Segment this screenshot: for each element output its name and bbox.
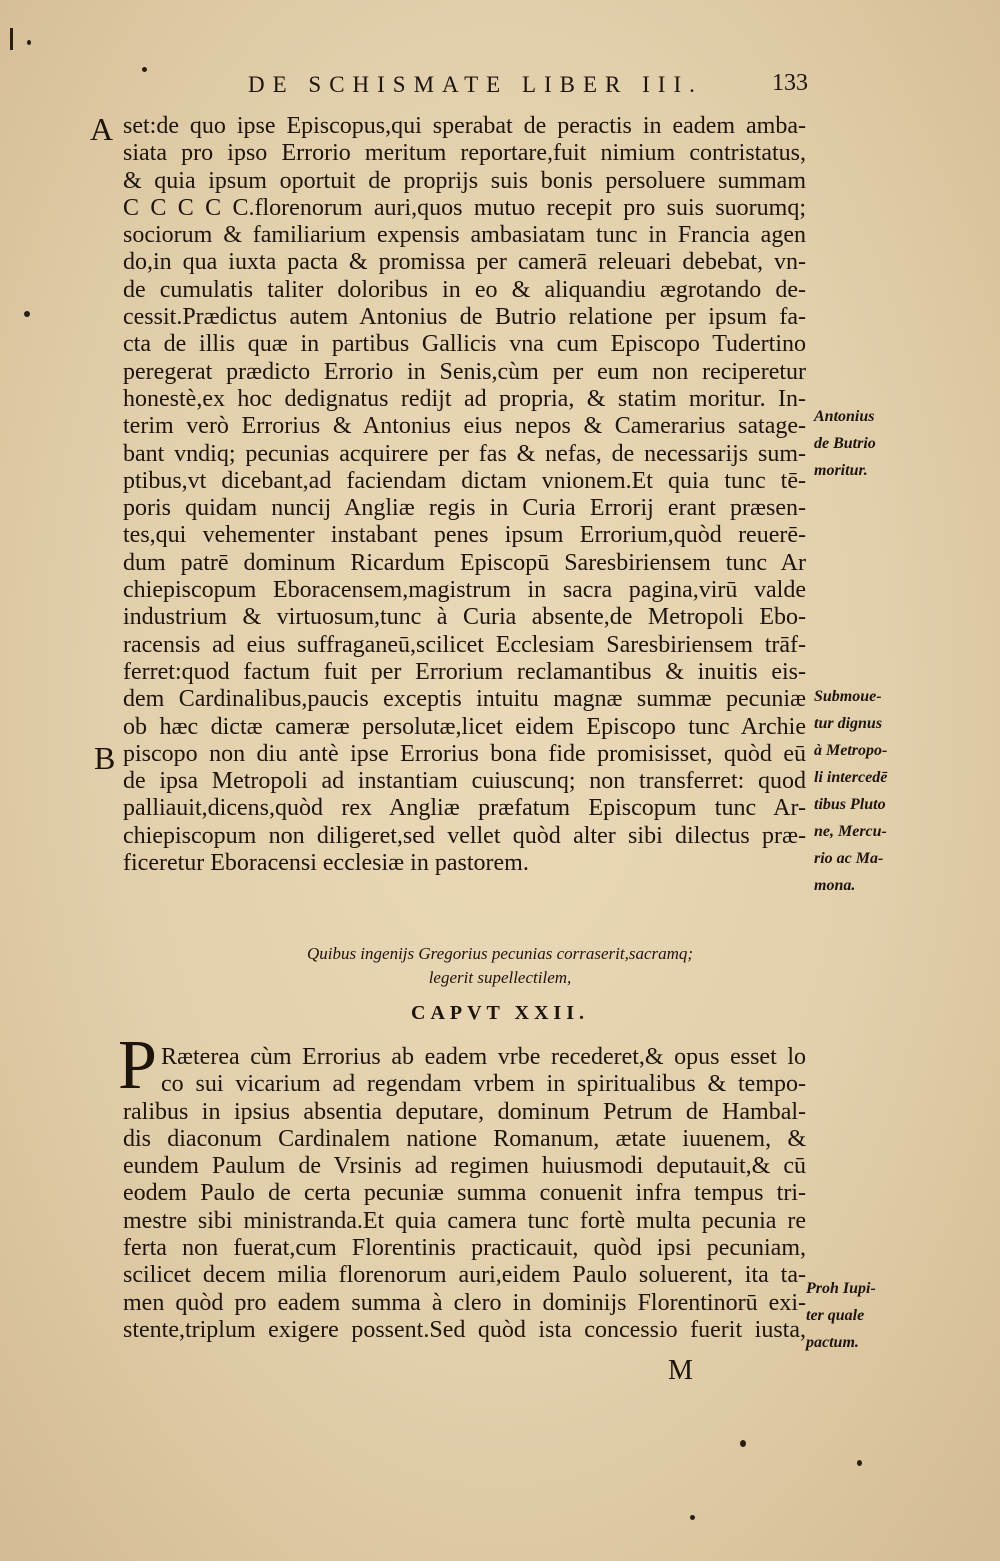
chapter-summary-line-2: legerit supellectilem,	[428, 968, 572, 987]
marginal-line: Submoue-	[814, 688, 882, 705]
body-paragraph	[123, 113, 806, 877]
ink-speck	[690, 1515, 695, 1520]
text-line: co sui vicarium ad regendam vrbem in spiritualibus & tempo-	[161, 1071, 806, 1098]
text-line: ob hæc dictæ cameræ persolutæ,licet eidem Episcopo tunc Archie	[123, 713, 806, 740]
text-line: chiepiscopum Eboracensem,magistrum in sacra pagina,virū valde	[123, 577, 806, 604]
text-line: mestre sibi ministranda.Et quia camera tunc fortè multa pecunia re	[123, 1207, 806, 1234]
margin-letter-a: A	[90, 111, 114, 147]
marginal-note	[814, 683, 914, 899]
ink-speck	[24, 311, 30, 317]
marginal-line: ter quale	[806, 1307, 865, 1324]
text-line: palliauit,dicens,quòd rex Angliæ præfatum Episcopum tunc Ar-	[123, 795, 806, 822]
marginal-line: de Butrio	[814, 435, 876, 452]
text-line: Ræterea cùm Errorius ab eadem vrbe recederet,& opus esset lo	[161, 1044, 806, 1070]
text-line: sociorum & familiarium expensis ambasiatam tunc in Francia agen	[123, 222, 806, 249]
text-line: stente,triplum exigere possent.Sed quòd ista concessio fuerit iusta,	[123, 1316, 806, 1343]
text-line: siata pro ipso Errorio meritum reportare,fuit nimium contristatus,	[123, 140, 806, 167]
ink-speck	[857, 1460, 862, 1466]
marginal-line: li intercedē	[814, 769, 888, 786]
marginal-note	[806, 1275, 906, 1356]
ink-speck	[142, 67, 147, 72]
drop-cap: P	[118, 1027, 157, 1104]
text-line: peregerat prædicto Errorio in Senis,cùm per eum non reciperetur	[123, 358, 806, 385]
text-line: racensis ad eius suffraganeū,scilicet Ecclesiam Saresbiriensem trāf-	[123, 631, 806, 658]
text-line: dum patrē dominum Ricardum Episcopū Saresbiriensem tunc Ar	[123, 549, 806, 576]
text-line: & quia ipsum oportuit de proprijs suis bonis persoluere summam	[123, 167, 806, 194]
text-line: C C C C C.florenorum auri,quos mutuo recepit pro suis suorumq;	[123, 194, 806, 221]
chapter-summary-line-1: Quibus ingenijs Gregorius pecunias corraserit,sacramq;	[306, 944, 694, 963]
ink-speck	[10, 28, 13, 50]
text-line: honestè,ex hoc dedignatus redijt ad propria, & statim moritur. In-	[123, 385, 806, 412]
signature-mark: M	[668, 1355, 693, 1386]
text-line: cta de illis quæ in partibus Gallicis vna cum Episcopo Tudertino	[123, 331, 806, 358]
text-line: bant vndiq; pecunias acquirere per fas & nefas, de necessarijs sum-	[123, 440, 806, 467]
marginal-line: rio ac Ma-	[814, 850, 884, 867]
marginal-line: pactum.	[806, 1334, 859, 1351]
marginal-line: Proh Iupi-	[806, 1280, 876, 1297]
text-line: industrium & virtuosum,tunc à Curia absente,de Metropoli Ebo-	[123, 604, 806, 631]
text-line: ferret:quod factum fuit per Errorium reclamantibus & inuitis eis-	[123, 658, 806, 685]
text-line: do,in qua iuxta pacta & promissa per camerā releuari debebat, vn-	[123, 249, 806, 276]
marginal-line: à Metropo-	[814, 742, 888, 759]
text-line: men quòd pro eadem summa à clero in dominijs Florentinorū exi-	[123, 1289, 806, 1316]
body-paragraph	[123, 1044, 806, 1344]
chapter-number: CAPVT XXII.	[411, 1002, 589, 1024]
marginal-line: Antonius	[814, 408, 875, 425]
margin-letter-b: B	[94, 740, 116, 776]
text-line: terim verò Errorius & Antonius eius nepos & Camerarius satage-	[123, 413, 806, 440]
page-number: 133	[772, 70, 808, 96]
text-line: piscopo non diu antè ipse Errorius bona fide promisisset, quòd eū	[123, 740, 806, 767]
marginal-line: tibus Pluto	[814, 796, 886, 813]
marginal-note	[814, 403, 914, 484]
text-line: scilicet decem milia florenorum auri,eidem Paulo soluerent, ita ta-	[123, 1262, 806, 1289]
marginal-line: mona.	[814, 877, 856, 894]
text-line: ficeretur Eboracensi ecclesiæ in pastorem.	[123, 850, 529, 877]
ink-speck	[27, 40, 31, 45]
text-line: dis diaconum Cardinalem natione Romanum, ætate iuuenem, &	[123, 1125, 806, 1152]
text-line: set:de quo ipse Episcopus,qui sperabat de peractis in eadem amba-	[123, 113, 806, 139]
text-line: ralibus in ipsius absentia deputare, dominum Petrum de Hambal-	[123, 1098, 806, 1125]
text-line: poris quidam nuncij Angliæ regis in Curia Errorij erant præsen-	[123, 495, 806, 522]
text-line: eodem Paulo de certa pecuniæ summa conuenit infra tempus tri-	[123, 1180, 806, 1207]
text-line: chiepiscopum non diligeret,sed vellet quòd alter sibi dilectus præ-	[123, 822, 806, 849]
text-line: dem Cardinalibus,paucis exceptis intuitu magnæ summæ pecuniæ	[123, 686, 806, 713]
marginal-line: tur dignus	[814, 715, 883, 732]
text-line: ptibus,vt dicebant,ad faciendam dictam vnionem.Et quia tunc tē-	[123, 467, 806, 494]
text-line: de ipsa Metropoli ad instantiam cuiuscunq; non transferret: quod	[123, 768, 806, 795]
text-line: de cumulatis taliter doloribus in eo & aliquandiu ægrotando de-	[123, 276, 806, 303]
ink-speck	[740, 1440, 746, 1447]
running-head: DE SCHISMATE LIBER III.	[248, 72, 703, 97]
text-line: cessit.Prædictus autem Antonius de Butrio relatione per ipsum fa-	[123, 304, 806, 331]
text-line: tes,qui vehementer instabant penes ipsum Errorium,quòd reuerē-	[123, 522, 806, 549]
marginal-line: ne, Mercu-	[814, 823, 887, 840]
marginal-line: moritur.	[814, 462, 868, 479]
text-line: ferta non fuerat,cum Florentinis practicauit, quòd ipsi pecuniam,	[123, 1235, 806, 1262]
text-line: eundem Paulum de Vrsinis ad regimen huiusmodi deputauit,& cū	[123, 1153, 806, 1180]
